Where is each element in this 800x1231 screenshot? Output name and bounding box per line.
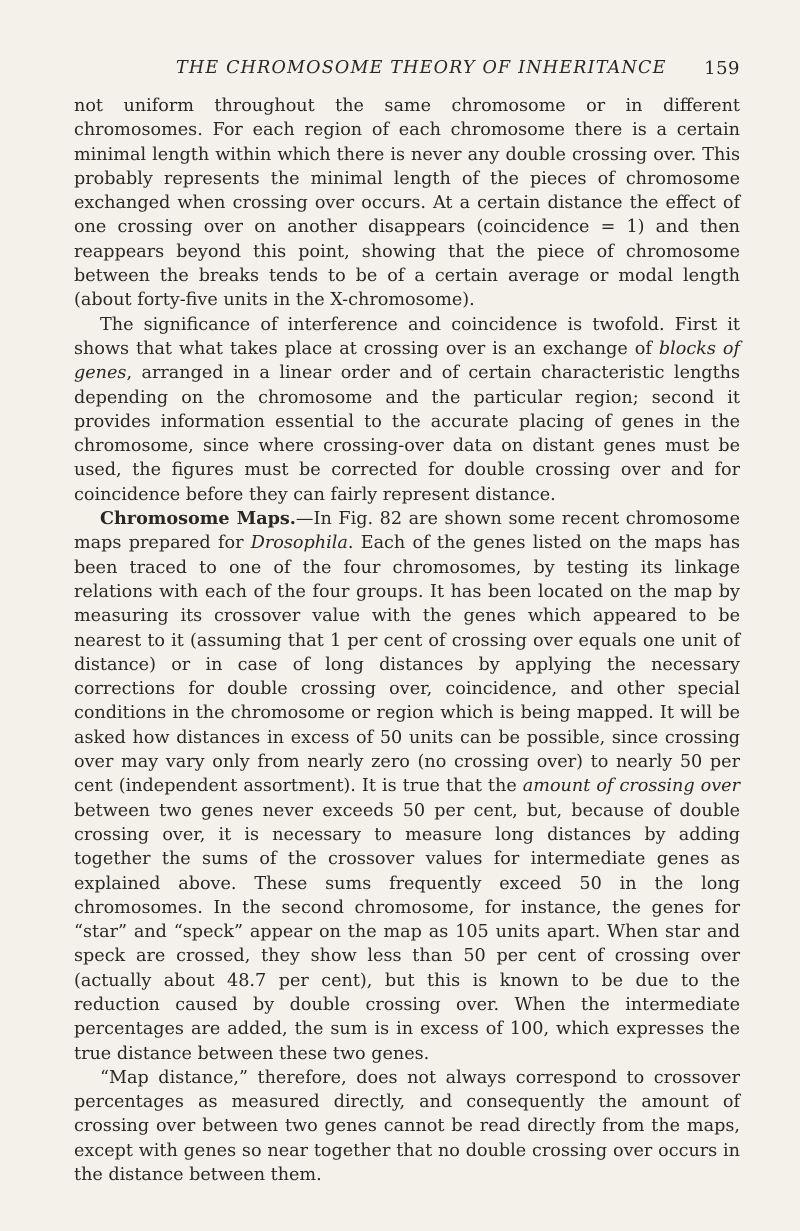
- paragraph-text-end: , arranged in a linear order and of certain characteristic lengths depending on the chromosome and the particular region; second it provides information essential to the accurate placing of genes in the chromosome, since where crossing-over data on distant genes must be used, the figures must be corrected for double crossing over and for coincidence before they can fairly represent distance.: [74, 363, 740, 505]
- heading-dash: —: [295, 509, 314, 530]
- paragraph-text-middle: . Each of the genes listed on the maps has been traced to one of the four chromosomes, by testing its linkage relations with each of the four groups. It has been located on the map by measuring its crossover value with the genes which appeared to be nearest to it (assuming that 1 per cent of crossing over equals one unit of distance) or in case of long distances by applying the necessary corrections for double crossing over, coincidence, and other special conditions in the chromosome or region which is being mapped. It will be asked how distances in excess of 50 units can be possible, since crossing over may vary only from nearly zero (no crossing over) to nearly 50 per cent (independent assortment). It is true that the: [74, 533, 740, 797]
- italic-amount-of-crossing-over: amount of crossing over: [522, 776, 740, 797]
- page-number: 159: [704, 58, 740, 79]
- paragraph-text: “Map distance,” therefore, does not always correspond to crossover percentages as measured directly, and consequently the amount of crossing over between two genes cannot be read directly from the maps, except with genes so near together that no double crossing over occurs in the distance between them.: [74, 1067, 740, 1186]
- body-text: [74, 94, 740, 1187]
- italic-blocks-of-genes: blocks of genes: [74, 338, 740, 384]
- paragraph-map-distance: [74, 1066, 740, 1187]
- paragraph-chromosome-maps: [74, 507, 740, 1066]
- paragraph-text-end: between two genes never exceeds 50 per cent, but, because of double crossing over, it is necessary to measure long distances by adding together the sums of the crossover values for intermediate genes as explained above. These sums frequently exceed 50 in the long chromosomes. In the second chromosome, for instance, the genes for “star” and “speck” appear on the map as 105 units apart. When star and speck are crossed, they show less than 50 per cent of crossing over (actually about 48.7 per cent), but this is known to be due to the reduction caused by double crossing over. When the intermediate percentages are added, the sum is in excess of 100, which expresses the true distance between these two genes.: [74, 800, 740, 1064]
- paragraph-text: not uniform throughout the same chromosome or in different chromosomes. For each region of each chromosome there is a certain minimal length within which there is never any double crossing over. This probably represents the minimal length of the pieces of chromosome exchanged when crossing over occurs. At a certain distance the effect of one crossing over on another disappears (coincidence = 1) and then reappears beyond this point, showing that the piece of chromosome between the breaks tends to be of a certain average or modal length (about forty-five units in the X-chromosome).: [74, 96, 740, 311]
- book-page: [74, 58, 740, 1187]
- paragraph-continuation: [74, 94, 740, 313]
- paragraph-text-start: The significance of interference and coincidence is twofold. First it shows that what takes place at crossing over is an exchange of: [74, 314, 740, 359]
- running-head: [74, 58, 740, 88]
- italic-drosophila: Drosophila: [250, 533, 348, 554]
- paragraph-text-start: In Fig. 82 are shown some recent chromosome maps prepared for: [74, 509, 740, 554]
- paragraph-interference: [74, 313, 740, 507]
- running-title: THE CHROMOSOME THEORY OF INHERITANCE: [176, 58, 667, 78]
- section-heading: Chromosome Maps.: [100, 508, 296, 530]
